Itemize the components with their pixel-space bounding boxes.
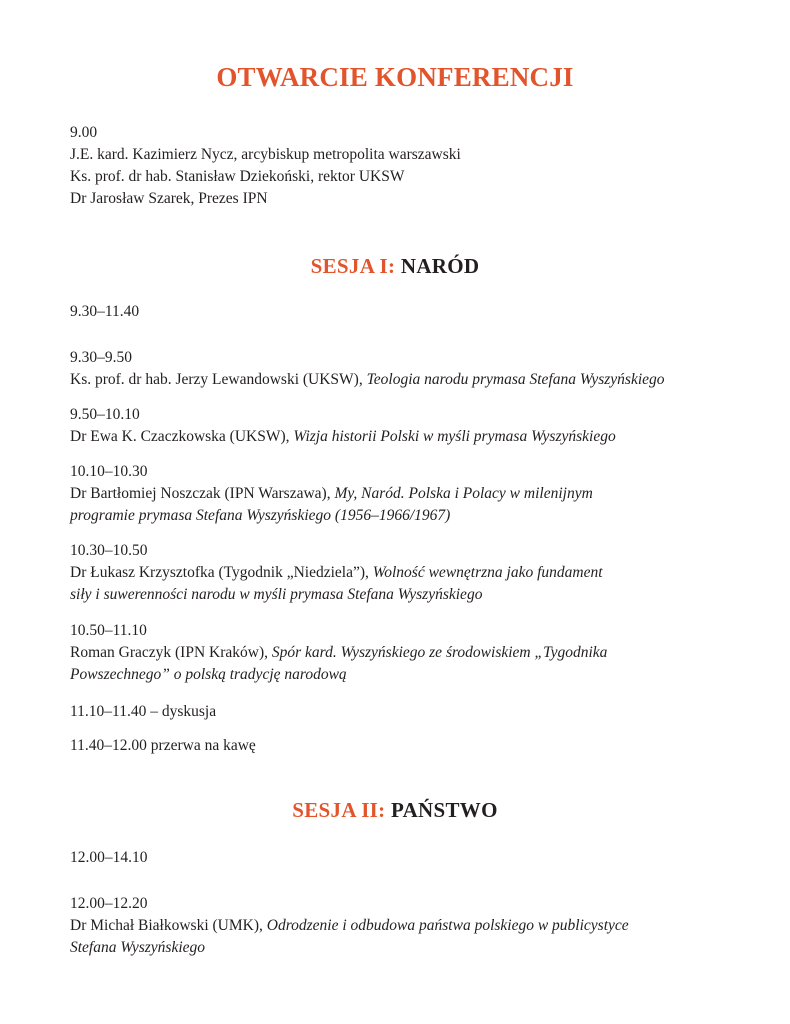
talk-line [70,426,616,448]
talk-time: 10.50–11.10 [70,622,147,639]
session1-label: SESJA I: [310,254,396,278]
session1-heading [0,254,790,279]
talk-line [70,562,603,584]
talk-title-cont: Powszechnego” o polską tradycję narodową [70,666,347,683]
talk-title-cont: programie prymasa Stefana Wyszyńskiego (1956–1966/1967) [70,507,451,524]
talk-line [70,642,607,664]
session1-name: NARÓD [400,254,480,278]
talk-title: Odrodzenie i odbudowa państwa polskiego w publicystyce [266,917,629,934]
session2-heading [0,798,790,823]
opening-speaker-1: J.E. kard. Kazimierz Nycz, arcybiskup metropolita warszawski [70,146,461,163]
talk-time: 9.50–10.10 [70,406,140,423]
talk-line [70,915,629,937]
opening-time: 9.00 [70,124,98,141]
session2-name: PAŃSTWO [391,798,498,822]
talk-speaker: Roman Graczyk (IPN Kraków), [70,644,272,661]
talk-speaker: Dr Ewa K. Czaczkowska (UKSW), [70,428,294,445]
talk-title: Spór kard. Wyszyńskiego ze środowiskiem „Tygodnika [271,644,608,661]
session1-break: 11.40–12.00 przerwa na kawę [70,737,256,754]
talk-speaker: Ks. prof. dr hab. Jerzy Lewandowski (UKSW), [70,371,367,388]
talk-time: 9.30–9.50 [70,349,132,366]
opening-title: OTWARCIE KONFERENCJI [216,62,574,92]
talk-title: My, Naród. Polska i Polacy w milenijnym [334,485,593,502]
talk-speaker: Dr Bartłomiej Noszczak (IPN Warszawa), [70,485,335,502]
talk-title: Teologia narodu prymasa Stefana Wyszyńskiego [366,371,665,388]
session2-range: 12.00–14.10 [70,849,148,866]
talk-speaker: Dr Łukasz Krzysztofka (Tygodnik „Niedziela”), [70,564,373,581]
talk-title-cont: Stefana Wyszyńskiego [70,939,206,956]
opening-heading [0,62,790,93]
talk-time: 10.10–10.30 [70,463,148,480]
talk-title: Wizja historii Polski w myśli prymasa Wyszyńskiego [293,428,616,445]
talk-line [70,369,665,391]
talk-speaker: Dr Michał Białkowski (UMK), [70,917,267,934]
talk-time: 10.30–10.50 [70,542,148,559]
session1-range: 9.30–11.40 [70,303,140,320]
session1-discussion: 11.10–11.40 – dyskusja [70,703,217,720]
talk-title-cont: siły i suwerenności narodu w myśli prymasa Stefana Wyszyńskiego [70,586,483,603]
talk-line [70,483,593,505]
opening-speaker-3: Dr Jarosław Szarek, Prezes IPN [70,190,268,207]
talk-title: Wolność wewnętrzna jako fundament [372,564,603,581]
session2-label: SESJA II: [292,798,386,822]
opening-speaker-2: Ks. prof. dr hab. Stanisław Dziekoński, rektor UKSW [70,168,405,185]
talk-time: 12.00–12.20 [70,895,148,912]
